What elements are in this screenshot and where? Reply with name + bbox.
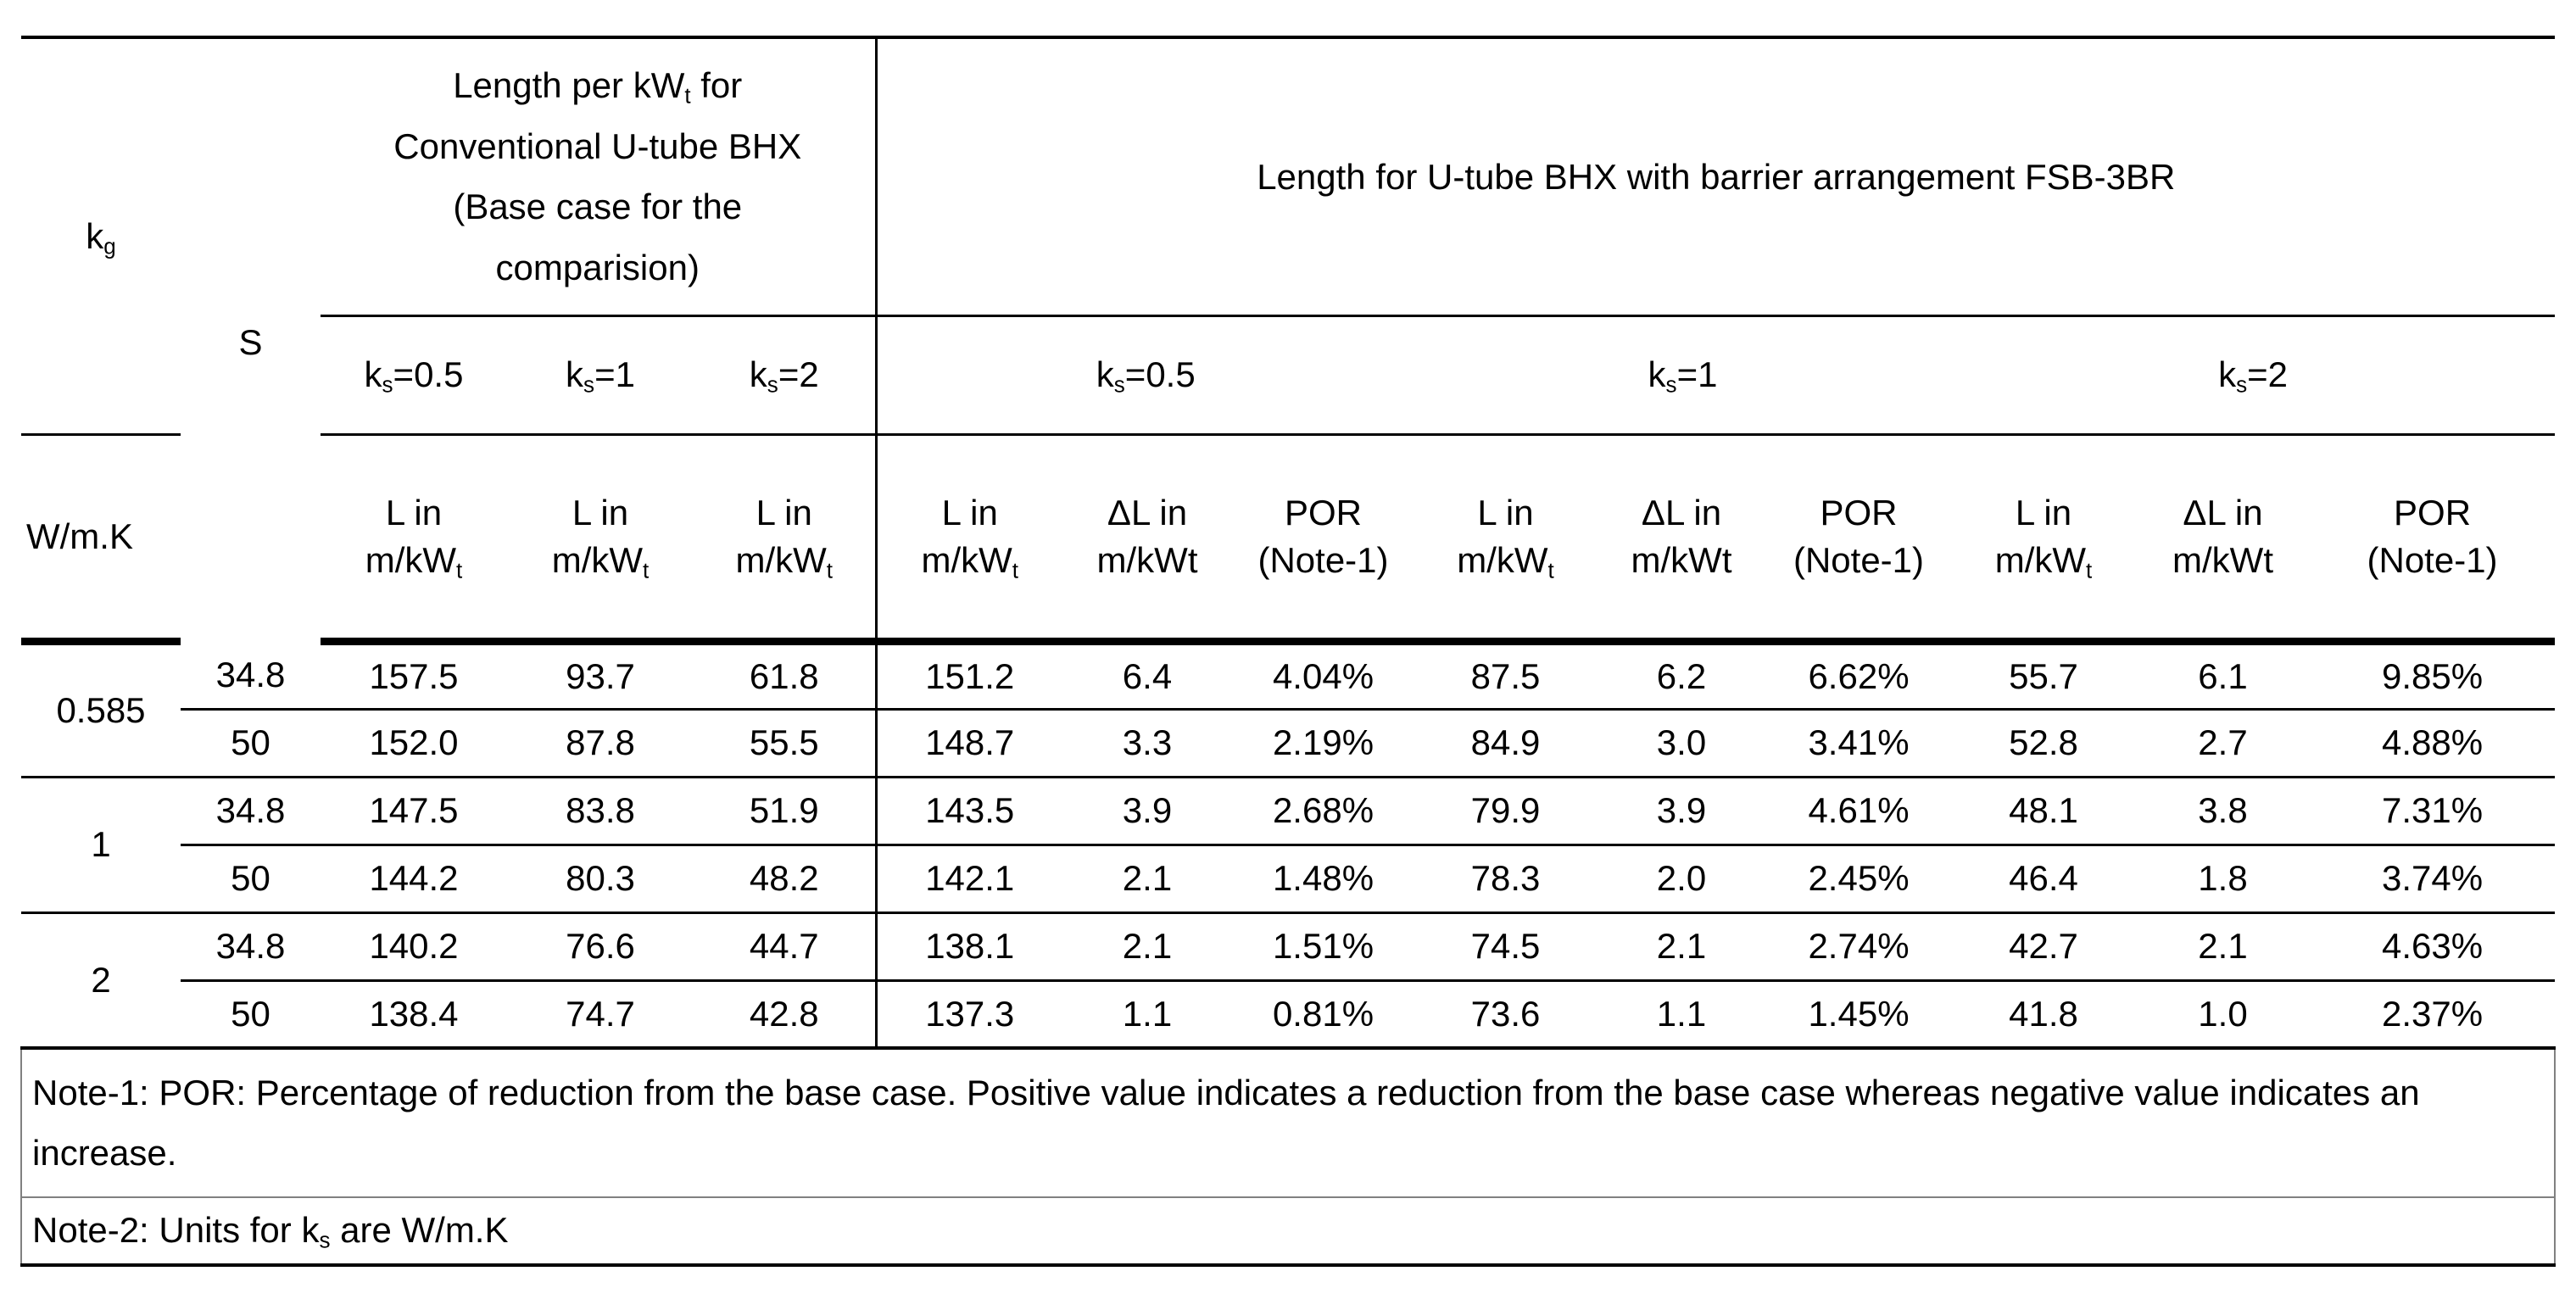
b2-por: 7.31% — [2310, 777, 2555, 845]
b2-L: 42.7 — [1951, 912, 2136, 980]
kg-unit — [21, 434, 181, 641]
col-b05-L — [876, 434, 1062, 641]
table-row — [21, 709, 2555, 777]
base-L-05: 144.2 — [321, 845, 507, 912]
b05-L: 151.2 — [876, 641, 1062, 709]
col-dL-line2: m/kWt — [1096, 539, 1198, 580]
header-row-2 — [21, 315, 2555, 434]
col-L-line2 — [1956, 537, 2131, 583]
b1-por: 4.61% — [1766, 777, 1951, 845]
s-label: S — [238, 322, 263, 362]
b05-L: 148.7 — [876, 709, 1062, 777]
b05-dL: 6.4 — [1062, 641, 1232, 709]
col-L-line2 — [326, 537, 502, 583]
base-L-05: 152.0 — [321, 709, 507, 777]
base-case-line1-pre: Length per kW — [453, 65, 685, 106]
b2-por: 2.37% — [2310, 980, 2555, 1048]
b05-por: 2.19% — [1232, 709, 1414, 777]
col-b1-L — [1414, 434, 1597, 641]
col-L-unit: m/kW — [365, 539, 457, 580]
s-value: 50 — [181, 980, 321, 1048]
col-L-sub: t — [456, 557, 463, 583]
ks-symbol: k — [1648, 354, 1666, 395]
note-2-row — [21, 1197, 2555, 1265]
ks-value: =1 — [1676, 354, 1718, 395]
b1-por: 2.74% — [1766, 912, 1951, 980]
ks-sub: s — [1113, 371, 1125, 398]
col-L-line1: L in — [1477, 493, 1534, 533]
col-L-unit: m/kW — [1994, 539, 2087, 580]
ks-value: =2 — [2247, 354, 2288, 395]
ks-symbol: k — [364, 354, 382, 395]
b05-por: 0.81% — [1232, 980, 1414, 1048]
base-ks-1 — [507, 315, 694, 434]
col-b2-dL — [2136, 434, 2310, 641]
col-L-unit: m/kW — [1457, 539, 1548, 580]
s-value: 50 — [181, 845, 321, 912]
col-por-line2: (Note-1) — [1257, 539, 1389, 580]
col-L-sub: t — [643, 557, 650, 583]
b2-por: 3.74% — [2310, 845, 2555, 912]
ks-sub: s — [1665, 371, 1677, 398]
ks-symbol: k — [749, 354, 767, 395]
b05-L: 143.5 — [876, 777, 1062, 845]
ks-symbol: k — [1096, 354, 1114, 395]
b1-L: 78.3 — [1414, 845, 1597, 912]
base-L-2: 61.8 — [694, 641, 876, 709]
ks-sub: s — [2236, 371, 2248, 398]
col-L-line1: L in — [385, 493, 443, 533]
col-b1-dL — [1597, 434, 1766, 641]
b05-L: 137.3 — [876, 980, 1062, 1048]
b1-por: 1.45% — [1766, 980, 1951, 1048]
b05-dL: 3.9 — [1062, 777, 1232, 845]
col-por-line1: POR — [1284, 493, 1362, 533]
b2-por: 4.88% — [2310, 709, 2555, 777]
col-L-unit: m/kW — [551, 539, 644, 580]
kg-sub: g — [103, 233, 116, 259]
b2-L: 55.7 — [1951, 641, 2136, 709]
s-value: 34.8 — [181, 912, 321, 980]
col-base-L-2 — [694, 434, 876, 641]
col-L-line2 — [1419, 537, 1592, 583]
base-L-1: 93.7 — [507, 641, 694, 709]
b1-dL: 3.9 — [1597, 777, 1766, 845]
col-por-line2: (Note-1) — [2367, 539, 2498, 580]
base-case-line1 — [326, 55, 870, 115]
b2-dL: 2.7 — [2136, 709, 2310, 777]
col-L-line2 — [512, 537, 689, 583]
ks-value: =2 — [778, 354, 819, 395]
b2-dL: 6.1 — [2136, 641, 2310, 709]
b05-por: 1.48% — [1232, 845, 1414, 912]
base-L-1: 80.3 — [507, 845, 694, 912]
b2-L: 41.8 — [1951, 980, 2136, 1048]
col-L-line1: L in — [941, 493, 998, 533]
base-L-2: 51.9 — [694, 777, 876, 845]
base-case-line1-sub: t — [684, 82, 691, 109]
ks-sub: s — [382, 371, 393, 398]
col-base-L-05 — [321, 434, 507, 641]
s-value: 50 — [181, 709, 321, 777]
col-por-line1: POR — [1820, 493, 1898, 533]
col-L-unit: m/kW — [921, 539, 1012, 580]
base-L-2: 44.7 — [694, 912, 876, 980]
b2-por: 9.85% — [2310, 641, 2555, 709]
col-base-L-1 — [507, 434, 694, 641]
b2-L: 52.8 — [1951, 709, 2136, 777]
col-por-line1: POR — [2394, 493, 2472, 533]
b2-dL: 2.1 — [2136, 912, 2310, 980]
base-L-05: 140.2 — [321, 912, 507, 980]
ks-symbol: k — [2218, 354, 2237, 395]
b2-dL: 3.8 — [2136, 777, 2310, 845]
base-L-1: 74.7 — [507, 980, 694, 1048]
col-L-sub: t — [1012, 557, 1019, 583]
b2-L: 46.4 — [1951, 845, 2136, 912]
col-dL-line2: m/kWt — [2172, 539, 2273, 580]
barrier-ks-2 — [1951, 315, 2555, 434]
barrier-ks-05 — [876, 315, 1414, 434]
table-row — [21, 641, 2555, 709]
b05-dL: 3.3 — [1062, 709, 1232, 777]
col-b05-por — [1232, 434, 1414, 641]
b2-dL: 1.0 — [2136, 980, 2310, 1048]
ks-sub: s — [767, 371, 778, 398]
note-2-pre: Note-2: Units for k — [32, 1210, 320, 1251]
base-L-1: 76.6 — [507, 912, 694, 980]
base-L-2: 48.2 — [694, 845, 876, 912]
kg-symbol: k — [86, 215, 104, 256]
kg-unit-text: W/m.K — [26, 516, 133, 556]
col-L-sub: t — [2086, 557, 2093, 583]
col-L-line2 — [883, 537, 1058, 583]
b05-por: 4.04% — [1232, 641, 1414, 709]
b05-dL: 2.1 — [1062, 912, 1232, 980]
s-value: 34.8 — [181, 777, 321, 845]
kg-header — [21, 37, 181, 434]
b1-dL: 3.0 — [1597, 709, 1766, 777]
col-por-line2: (Note-1) — [1793, 539, 1925, 580]
results-table — [20, 36, 2556, 1267]
col-dL-line2: m/kWt — [1631, 539, 1732, 580]
b1-dL: 2.1 — [1597, 912, 1766, 980]
b1-por: 2.45% — [1766, 845, 1951, 912]
table-row — [21, 912, 2555, 980]
table-row — [21, 980, 2555, 1048]
base-L-2: 55.5 — [694, 709, 876, 777]
b05-dL: 2.1 — [1062, 845, 1232, 912]
b1-L: 73.6 — [1414, 980, 1597, 1048]
kg-value: 2 — [21, 912, 181, 1048]
ks-value: =1 — [594, 354, 635, 395]
ks-sub: s — [583, 371, 595, 398]
b05-L: 138.1 — [876, 912, 1062, 980]
b05-dL: 1.1 — [1062, 980, 1232, 1048]
col-b05-dL — [1062, 434, 1232, 641]
b2-dL: 1.8 — [2136, 845, 2310, 912]
b1-por: 6.62% — [1766, 641, 1951, 709]
table-row — [21, 845, 2555, 912]
base-case-header — [321, 37, 876, 315]
note-2 — [21, 1197, 2555, 1265]
base-L-2: 42.8 — [694, 980, 876, 1048]
ks-symbol: k — [566, 354, 584, 395]
ks-value: =0.5 — [393, 354, 464, 395]
b1-L: 79.9 — [1414, 777, 1597, 845]
ks-value: =0.5 — [1124, 354, 1196, 395]
b1-por: 3.41% — [1766, 709, 1951, 777]
note-2-sub: s — [319, 1227, 331, 1253]
col-L-sub: t — [1547, 557, 1554, 583]
b05-L: 142.1 — [876, 845, 1062, 912]
base-L-05: 138.4 — [321, 980, 507, 1048]
col-L-line1: L in — [2015, 493, 2072, 533]
barrier-ks-1 — [1414, 315, 1951, 434]
header-row-1 — [21, 37, 2555, 315]
b05-por: 1.51% — [1232, 912, 1414, 980]
col-L-unit: m/kW — [735, 539, 827, 580]
base-case-rest: Conventional U-tube BHX (Base case for the comparision) — [393, 125, 802, 287]
col-L-line2 — [699, 537, 870, 583]
kg-value: 0.585 — [21, 641, 181, 777]
table-row — [21, 777, 2555, 845]
b2-por: 4.63% — [2310, 912, 2555, 980]
b1-L: 87.5 — [1414, 641, 1597, 709]
barrier-title: Length for U-tube BHX with barrier arrangement FSB-3BR — [1257, 156, 2176, 197]
col-L-line1: L in — [756, 493, 812, 533]
b1-L: 74.5 — [1414, 912, 1597, 980]
b05-por: 2.68% — [1232, 777, 1414, 845]
col-L-sub: t — [826, 557, 834, 583]
note-2-post: are W/m.K — [330, 1210, 509, 1251]
b1-L: 84.9 — [1414, 709, 1597, 777]
b1-dL: 2.0 — [1597, 845, 1766, 912]
b1-dL: 6.2 — [1597, 641, 1766, 709]
header-row-3 — [21, 434, 2555, 641]
base-ks-05 — [321, 315, 507, 434]
base-case-line1-post: for — [690, 65, 743, 106]
note-1: Note-1: POR: Percentage of reduction from the base case. Positive value indicates a reduction from the base case whereas negative value indicates an increase. — [21, 1048, 2555, 1197]
base-L-05: 147.5 — [321, 777, 507, 845]
col-L-line1: L in — [572, 493, 629, 533]
col-b2-L — [1951, 434, 2136, 641]
col-dL-line1: ΔL in — [1641, 493, 1722, 533]
base-L-1: 87.8 — [507, 709, 694, 777]
col-dL-line1: ΔL in — [1107, 493, 1188, 533]
col-b2-por — [2310, 434, 2555, 641]
s-value: 34.8 — [181, 641, 321, 709]
col-dL-line1: ΔL in — [2183, 493, 2263, 533]
b2-L: 48.1 — [1951, 777, 2136, 845]
col-b1-por — [1766, 434, 1951, 641]
base-ks-2 — [694, 315, 876, 434]
kg-value: 1 — [21, 777, 181, 912]
barrier-header — [876, 37, 2555, 315]
base-L-1: 83.8 — [507, 777, 694, 845]
b1-dL: 1.1 — [1597, 980, 1766, 1048]
note-1-row — [21, 1048, 2555, 1197]
base-L-05: 157.5 — [321, 641, 507, 709]
s-header — [181, 37, 321, 641]
